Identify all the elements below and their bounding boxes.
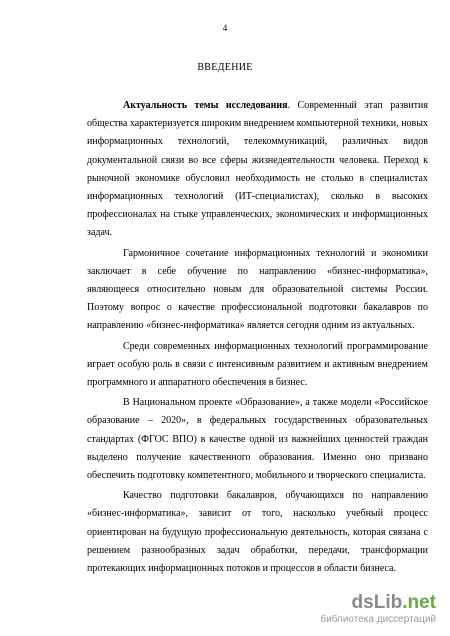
dslib-watermark [316,593,436,626]
paragraph-3: Среди современных информационных технологий программирование играет особую роль в связи с интенсивным развитием и активным внедрением программного и аппаратного обеспечения в бизнес. [87,340,428,389]
section-heading: ВВЕДЕНИЕ [197,62,253,73]
logo-main: dsLib [351,592,403,613]
dslib-logo [316,593,436,613]
relevance-lead: Актуальность темы исследования [123,100,288,111]
paragraph-4: В Национальном проекте «Образование», а также модели «Российское образование – 2020», в федеральных государственных образовательных стандартах (ФГОС ВПО) в качестве одной из важнейших ценностей граждан выделено получение качественного образования. Именно оно призвано обеспечить подготовку компетентного, мобильного и творческого специалиста. [87,397,428,482]
paragraph-5: Качество подготовки бакалавров, обучающихся по направлению «бизнес-информатика», зависит от того, насколько учебный процесс ориентирован на будущую профессиональную деятельность, которая связана с решением разнообразных задач обработки, передачи, трансформации протекающих информационных потоков и процессов в области бизнеса. [87,490,428,575]
watermark-caption: библиотека диссертаций [320,614,436,625]
page-number: 4 [222,23,228,33]
paragraph-relevance [87,97,428,243]
logo-suffix: .net [402,592,436,613]
paragraph-2: Гармоничное сочетание информационных технологий и экономики заключает в себе обучение по направлению «бизнес-информатика», являющееся относительно новым для образовательной системы России. Поэтому вопрос о качестве профессиональной подготовки бакалавров по направлению «бизнес-информатика» является сегодня одним из актуальных. [87,247,428,332]
body-text [87,97,428,578]
relevance-text: . Современный этап развития общества характеризуется широким внедрением компьютерной техники, новых информационных технологий, телекоммуникаций, различных видов документальной связи во все сферы жизнедеятельности человека. Переход к рыночной экономике обусловил необходимость не столько в специалистах информационных технологий (ИТ-специалистах), сколько в высоких профессионалах на стыке управленческих, экономических и информационных задач. [87,100,428,239]
